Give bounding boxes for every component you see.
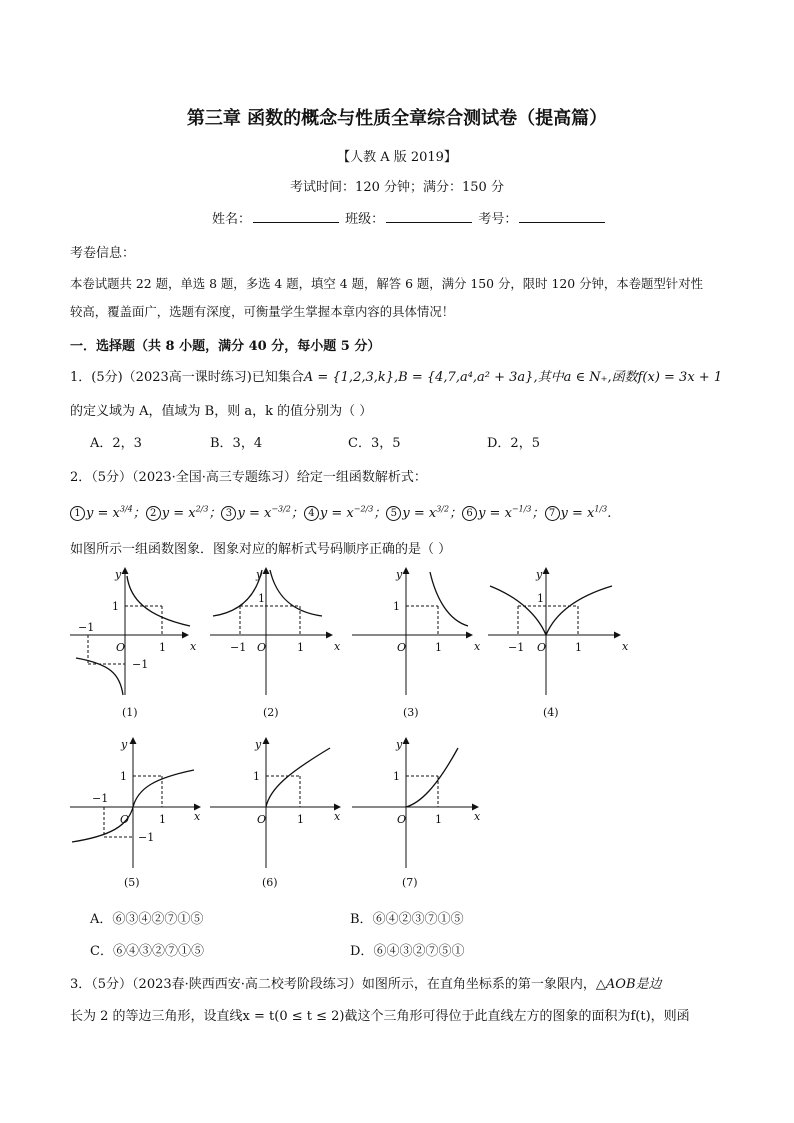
q2-prompt: 如图所示一组函数图象．图象对应的解析式号码顺序正确的是（ ） bbox=[70, 542, 452, 557]
g4-neg-one-x: −1 bbox=[508, 641, 525, 654]
g4-origin: O bbox=[537, 641, 547, 654]
g1-caption: (1) bbox=[122, 706, 138, 719]
q1-set-b: ,B = {4,7,a⁴,a² + 3a} bbox=[394, 370, 534, 385]
page-title: 第三章 函数的概念与性质全章综合测试卷（提高篇） bbox=[186, 108, 608, 129]
q2-option-a[interactable]: A．⑥③④②⑦①⑤ bbox=[90, 912, 204, 927]
q1-option-d[interactable]: D．2，5 bbox=[487, 436, 540, 451]
g7-caption: (7) bbox=[402, 876, 418, 889]
g2-one-y: 1 bbox=[258, 592, 265, 605]
q1-set-a: A = {1,2,3,k} bbox=[303, 370, 395, 385]
student-fields bbox=[212, 208, 607, 227]
g6-y-label: y bbox=[255, 738, 262, 751]
g4-y-label: y bbox=[536, 568, 543, 581]
q3-triangle: △AOB是边 bbox=[595, 977, 662, 992]
graph-1 bbox=[70, 568, 197, 719]
g7-one-y: 1 bbox=[393, 770, 400, 783]
q1-prefix: 1．(5分)（2023高一课时练习)已知集合 bbox=[70, 370, 304, 385]
g1-one-x: 1 bbox=[159, 641, 166, 654]
g3-caption: (3) bbox=[403, 706, 419, 719]
g1-x-label: x bbox=[190, 640, 197, 653]
number-field[interactable] bbox=[519, 210, 605, 223]
section-heading: 一．选择题（共 8 小题，满分 40 分，每小题 5 分） bbox=[70, 339, 381, 354]
g7-origin: O bbox=[397, 813, 407, 826]
graph-4 bbox=[488, 568, 629, 719]
g5-neg-one-x: −1 bbox=[92, 792, 109, 805]
class-label: 班级： bbox=[345, 212, 385, 227]
question-1 bbox=[70, 366, 722, 385]
graph-6 bbox=[210, 738, 341, 889]
g4-caption: (4) bbox=[543, 706, 559, 719]
q3-line-1: 3．（5分）（2023春·陕西西安·高二校考阶段练习）如图所示，在直角坐标系的第一象限内， bbox=[70, 977, 596, 992]
g5-one-x: 1 bbox=[159, 813, 166, 826]
g6-x-label: x bbox=[334, 810, 341, 823]
notice-heading: 考卷信息： bbox=[70, 246, 136, 261]
g1-neg-one-y: −1 bbox=[132, 658, 149, 671]
g4-x-label: x bbox=[622, 640, 629, 653]
q1-function: ,函数f(x) = 3x + 1 bbox=[607, 370, 723, 385]
g2-one-x: 1 bbox=[297, 641, 304, 654]
g5-origin: O bbox=[120, 813, 130, 826]
g3-y-label: y bbox=[396, 568, 403, 581]
g3-x-label: x bbox=[474, 640, 481, 653]
question-3 bbox=[70, 973, 662, 992]
g6-one-x: 1 bbox=[297, 813, 304, 826]
question-2: 2．（5分）（2023·全国·高三专题练习）给定一组函数解析式： bbox=[70, 470, 427, 485]
q1-option-c[interactable]: C．3，5 bbox=[348, 436, 401, 451]
g2-origin: O bbox=[257, 641, 267, 654]
exam-info: 考试时间：120 分钟；满分：150 分 bbox=[290, 180, 504, 195]
g7-one-x: 1 bbox=[435, 813, 442, 826]
question-1-line-2: 的定义域为 A，值域为 B，则 a，k 的值分别为（ ） bbox=[70, 404, 373, 419]
number-label: 考号： bbox=[478, 212, 518, 227]
graph-5 bbox=[70, 738, 201, 889]
g5-y-label: y bbox=[121, 738, 128, 751]
g4-one-x: 1 bbox=[575, 641, 582, 654]
graph-7 bbox=[352, 738, 481, 889]
question-3-line-2: 长为 2 的等边三角形，设直线x = t(0 ≤ t ≤ 2)截这个三角形可得位于此直线左方的图象的面积为f(t)，则函 bbox=[70, 1009, 690, 1024]
g3-one-x: 1 bbox=[435, 641, 442, 654]
q2-option-c[interactable]: C．⑥④③②⑦①⑤ bbox=[90, 944, 204, 959]
g7-y-label: y bbox=[396, 738, 403, 751]
g6-origin: O bbox=[257, 813, 267, 826]
q2-functions: 1 $y = x^{3/4}$； 2 $y = x^{2/3}$； 3 $y = x^{-3/2}$； 4 $y = x^{-2/3}$； 5 $y = x^{3/2}$； 6 $y = x^{-1/3}$； 7 $y = x^{1/3}$. bbox=[70, 502, 611, 521]
g5-caption: (5) bbox=[124, 876, 140, 889]
g5-neg-one-y: −1 bbox=[138, 831, 155, 844]
g1-y-label: y bbox=[115, 568, 122, 581]
g5-x-label: x bbox=[194, 810, 201, 823]
g1-neg-one-x: −1 bbox=[78, 621, 95, 634]
q2-graphs bbox=[0, 558, 794, 898]
g6-caption: (6) bbox=[262, 876, 278, 889]
q1-condition: ,其中a ∈ N₊ bbox=[533, 370, 608, 385]
g2-x-label: x bbox=[334, 640, 341, 653]
name-field[interactable] bbox=[253, 210, 339, 223]
edition-label: 【人教 A 版 2019】 bbox=[337, 150, 457, 165]
name-label: 姓名： bbox=[212, 212, 252, 227]
g3-origin: O bbox=[397, 641, 407, 654]
g2-neg-one-x: −1 bbox=[230, 641, 247, 654]
graph-2 bbox=[210, 568, 341, 719]
g1-origin: O bbox=[116, 641, 126, 654]
g2-caption: (2) bbox=[263, 706, 279, 719]
g6-one-y: 1 bbox=[253, 770, 260, 783]
g7-x-label: x bbox=[474, 810, 481, 823]
class-field[interactable] bbox=[386, 210, 472, 223]
q2-option-b[interactable]: B．⑥④②③⑦①⑤ bbox=[350, 912, 464, 927]
q1-option-a[interactable]: A．2，3 bbox=[90, 436, 142, 451]
g4-one-y: 1 bbox=[537, 592, 544, 605]
q1-option-b[interactable]: B．3，4 bbox=[210, 436, 263, 451]
graph-3 bbox=[352, 568, 481, 719]
notice-line-1: 本卷试题共 22 题，单选 8 题，多选 4 题，填空 4 题，解答 6 题，满分 150 分，限时 120 分钟，本卷题型针对性 bbox=[70, 276, 703, 291]
notice-line-2: 较高，覆盖面广，选题有深度，可衡量学生掌握本章内容的具体情况！ bbox=[70, 304, 455, 319]
g1-one-y: 1 bbox=[112, 600, 119, 613]
g5-one-y: 1 bbox=[120, 770, 127, 783]
g3-one-y: 1 bbox=[393, 600, 400, 613]
q2-option-d[interactable]: D．⑥④③②⑦⑤① bbox=[350, 944, 465, 959]
g2-y-label: y bbox=[256, 568, 263, 581]
